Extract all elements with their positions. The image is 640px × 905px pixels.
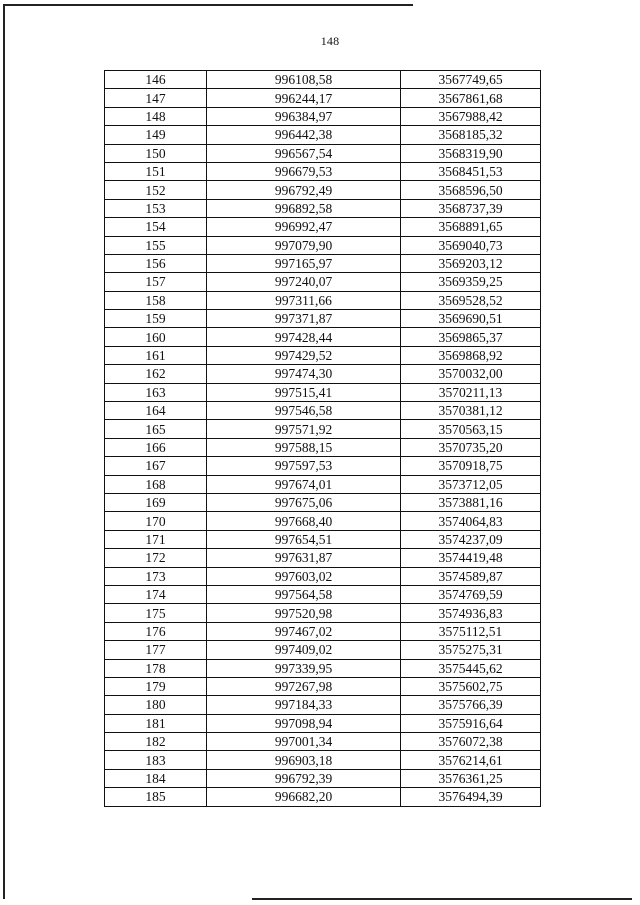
table-row (105, 273, 541, 291)
point-number-cell: 153 (105, 199, 207, 217)
coordinate-x-cell: 996992,47 (207, 218, 401, 236)
coordinate-y-cell: 3570211,13 (401, 383, 541, 401)
coordinate-x-cell: 997474,30 (207, 365, 401, 383)
point-number-cell: 185 (105, 788, 207, 806)
coordinate-x-cell: 996682,20 (207, 788, 401, 806)
table-row (105, 346, 541, 364)
coordinate-x-cell: 997267,98 (207, 677, 401, 695)
table-row (105, 181, 541, 199)
coordinate-y-cell: 3574589,87 (401, 567, 541, 585)
coordinate-x-cell: 996108,58 (207, 71, 401, 89)
point-number-cell: 159 (105, 310, 207, 328)
coordinate-y-cell: 3574237,09 (401, 530, 541, 548)
coordinate-x-cell: 997240,07 (207, 273, 401, 291)
table-row (105, 457, 541, 475)
table-row (105, 236, 541, 254)
point-number-cell: 157 (105, 273, 207, 291)
coordinate-y-cell: 3576361,25 (401, 769, 541, 787)
table-row (105, 659, 541, 677)
point-number-cell: 151 (105, 162, 207, 180)
table-row (105, 291, 541, 309)
coordinate-x-cell: 997597,53 (207, 457, 401, 475)
point-number-cell: 176 (105, 622, 207, 640)
coordinate-y-cell: 3568596,50 (401, 181, 541, 199)
table-row (105, 89, 541, 107)
table-row (105, 365, 541, 383)
coordinate-y-cell: 3573881,16 (401, 493, 541, 511)
table-row (105, 383, 541, 401)
point-number-cell: 182 (105, 733, 207, 751)
coordinate-x-cell: 996442,38 (207, 126, 401, 144)
table-row (105, 420, 541, 438)
coordinate-y-cell: 3575112,51 (401, 622, 541, 640)
coordinate-y-cell: 3576072,38 (401, 733, 541, 751)
coordinate-x-cell: 997409,02 (207, 641, 401, 659)
table-row (105, 328, 541, 346)
table-row (105, 585, 541, 603)
coordinate-y-cell: 3574419,48 (401, 549, 541, 567)
point-number-cell: 181 (105, 714, 207, 732)
table-row (105, 622, 541, 640)
point-number-cell: 183 (105, 751, 207, 769)
point-number-cell: 177 (105, 641, 207, 659)
point-number-cell: 178 (105, 659, 207, 677)
coordinate-y-cell: 3570918,75 (401, 457, 541, 475)
table-row (105, 107, 541, 125)
point-number-cell: 169 (105, 493, 207, 511)
table-row (105, 438, 541, 456)
coordinate-x-cell: 997184,33 (207, 696, 401, 714)
table-row (105, 696, 541, 714)
table-row (105, 567, 541, 585)
coordinate-y-cell: 3568891,65 (401, 218, 541, 236)
table-row (105, 199, 541, 217)
coordinate-y-cell: 3569690,51 (401, 310, 541, 328)
page-edge-bottom (252, 898, 632, 900)
coordinate-y-cell: 3576214,61 (401, 751, 541, 769)
coordinate-y-cell: 3574936,83 (401, 604, 541, 622)
coordinate-x-cell: 996384,97 (207, 107, 401, 125)
coordinate-x-cell: 996892,58 (207, 199, 401, 217)
page-number: 148 (320, 34, 340, 48)
point-number-cell: 160 (105, 328, 207, 346)
table-row (105, 549, 541, 567)
coordinate-y-cell: 3570563,15 (401, 420, 541, 438)
table-row (105, 788, 541, 806)
coordinate-y-cell: 3569868,92 (401, 346, 541, 364)
coordinate-x-cell: 997675,06 (207, 493, 401, 511)
coordinate-x-cell: 997588,15 (207, 438, 401, 456)
coordinate-y-cell: 3575275,31 (401, 641, 541, 659)
table-row (105, 733, 541, 751)
coordinate-x-cell: 997001,34 (207, 733, 401, 751)
coordinate-x-cell: 996244,17 (207, 89, 401, 107)
coordinate-x-cell: 997564,58 (207, 585, 401, 603)
point-number-cell: 147 (105, 89, 207, 107)
table-row (105, 126, 541, 144)
coordinate-y-cell: 3574064,83 (401, 512, 541, 530)
coordinate-y-cell: 3575916,64 (401, 714, 541, 732)
coordinate-y-cell: 3573712,05 (401, 475, 541, 493)
coordinate-x-cell: 997654,51 (207, 530, 401, 548)
coordinate-x-cell: 997674,01 (207, 475, 401, 493)
point-number-cell: 171 (105, 530, 207, 548)
table-row (105, 162, 541, 180)
point-number-cell: 146 (105, 71, 207, 89)
coordinate-y-cell: 3575602,75 (401, 677, 541, 695)
coordinate-x-cell: 996792,39 (207, 769, 401, 787)
coordinate-table-body (105, 71, 541, 807)
table-row (105, 714, 541, 732)
coordinate-x-cell: 997668,40 (207, 512, 401, 530)
coordinate-y-cell: 3568451,53 (401, 162, 541, 180)
coordinate-x-cell: 997467,02 (207, 622, 401, 640)
point-number-cell: 172 (105, 549, 207, 567)
point-number-cell: 150 (105, 144, 207, 162)
coordinate-x-cell: 997515,41 (207, 383, 401, 401)
point-number-cell: 163 (105, 383, 207, 401)
coordinate-x-cell: 997603,02 (207, 567, 401, 585)
coordinate-y-cell: 3567749,65 (401, 71, 541, 89)
point-number-cell: 180 (105, 696, 207, 714)
coordinate-x-cell: 997571,92 (207, 420, 401, 438)
coordinate-y-cell: 3568185,32 (401, 126, 541, 144)
table-row (105, 641, 541, 659)
table-row (105, 512, 541, 530)
coordinate-y-cell: 3567861,68 (401, 89, 541, 107)
point-number-cell: 165 (105, 420, 207, 438)
table-row (105, 144, 541, 162)
coordinate-x-cell: 997079,90 (207, 236, 401, 254)
table-row (105, 402, 541, 420)
coordinate-y-cell: 3570381,12 (401, 402, 541, 420)
coordinate-x-cell: 997339,95 (207, 659, 401, 677)
coordinate-y-cell: 3575445,62 (401, 659, 541, 677)
coordinate-x-cell: 997371,87 (207, 310, 401, 328)
coordinate-x-cell: 997311,66 (207, 291, 401, 309)
table-row (105, 475, 541, 493)
point-number-cell: 173 (105, 567, 207, 585)
point-number-cell: 148 (105, 107, 207, 125)
coordinate-x-cell: 996792,49 (207, 181, 401, 199)
coordinate-y-cell: 3574769,59 (401, 585, 541, 603)
coordinate-y-cell: 3569865,37 (401, 328, 541, 346)
point-number-cell: 154 (105, 218, 207, 236)
table-row (105, 493, 541, 511)
point-number-cell: 174 (105, 585, 207, 603)
table-row (105, 310, 541, 328)
table-row (105, 769, 541, 787)
coordinate-y-cell: 3576494,39 (401, 788, 541, 806)
coordinate-x-cell: 997546,58 (207, 402, 401, 420)
coordinate-x-cell: 996679,53 (207, 162, 401, 180)
coordinate-x-cell: 997428,44 (207, 328, 401, 346)
point-number-cell: 158 (105, 291, 207, 309)
coordinate-x-cell: 997165,97 (207, 254, 401, 272)
coordinate-y-cell: 3567988,42 (401, 107, 541, 125)
coordinate-x-cell: 997631,87 (207, 549, 401, 567)
table-row (105, 604, 541, 622)
coordinate-y-cell: 3568737,39 (401, 199, 541, 217)
point-number-cell: 167 (105, 457, 207, 475)
coordinate-table (104, 70, 541, 807)
coordinate-y-cell: 3570032,00 (401, 365, 541, 383)
coordinate-x-cell: 997098,94 (207, 714, 401, 732)
coordinate-x-cell: 996903,18 (207, 751, 401, 769)
coordinate-y-cell: 3568319,90 (401, 144, 541, 162)
coordinate-x-cell: 996567,54 (207, 144, 401, 162)
point-number-cell: 161 (105, 346, 207, 364)
table-row (105, 751, 541, 769)
table-row (105, 71, 541, 89)
point-number-cell: 168 (105, 475, 207, 493)
point-number-cell: 164 (105, 402, 207, 420)
table-row (105, 677, 541, 695)
point-number-cell: 162 (105, 365, 207, 383)
point-number-cell: 170 (105, 512, 207, 530)
point-number-cell: 184 (105, 769, 207, 787)
coordinate-x-cell: 997520,98 (207, 604, 401, 622)
point-number-cell: 156 (105, 254, 207, 272)
coordinate-y-cell: 3569528,52 (401, 291, 541, 309)
point-number-cell: 175 (105, 604, 207, 622)
coordinate-y-cell: 3569040,73 (401, 236, 541, 254)
table-row (105, 254, 541, 272)
point-number-cell: 149 (105, 126, 207, 144)
coordinate-x-cell: 997429,52 (207, 346, 401, 364)
point-number-cell: 152 (105, 181, 207, 199)
coordinate-y-cell: 3570735,20 (401, 438, 541, 456)
table-row (105, 530, 541, 548)
point-number-cell: 179 (105, 677, 207, 695)
coordinate-y-cell: 3569359,25 (401, 273, 541, 291)
page-edge-top (3, 4, 413, 6)
table-row (105, 218, 541, 236)
point-number-cell: 166 (105, 438, 207, 456)
coordinate-y-cell: 3569203,12 (401, 254, 541, 272)
point-number-cell: 155 (105, 236, 207, 254)
page-edge-left (3, 6, 5, 899)
coordinate-y-cell: 3575766,39 (401, 696, 541, 714)
